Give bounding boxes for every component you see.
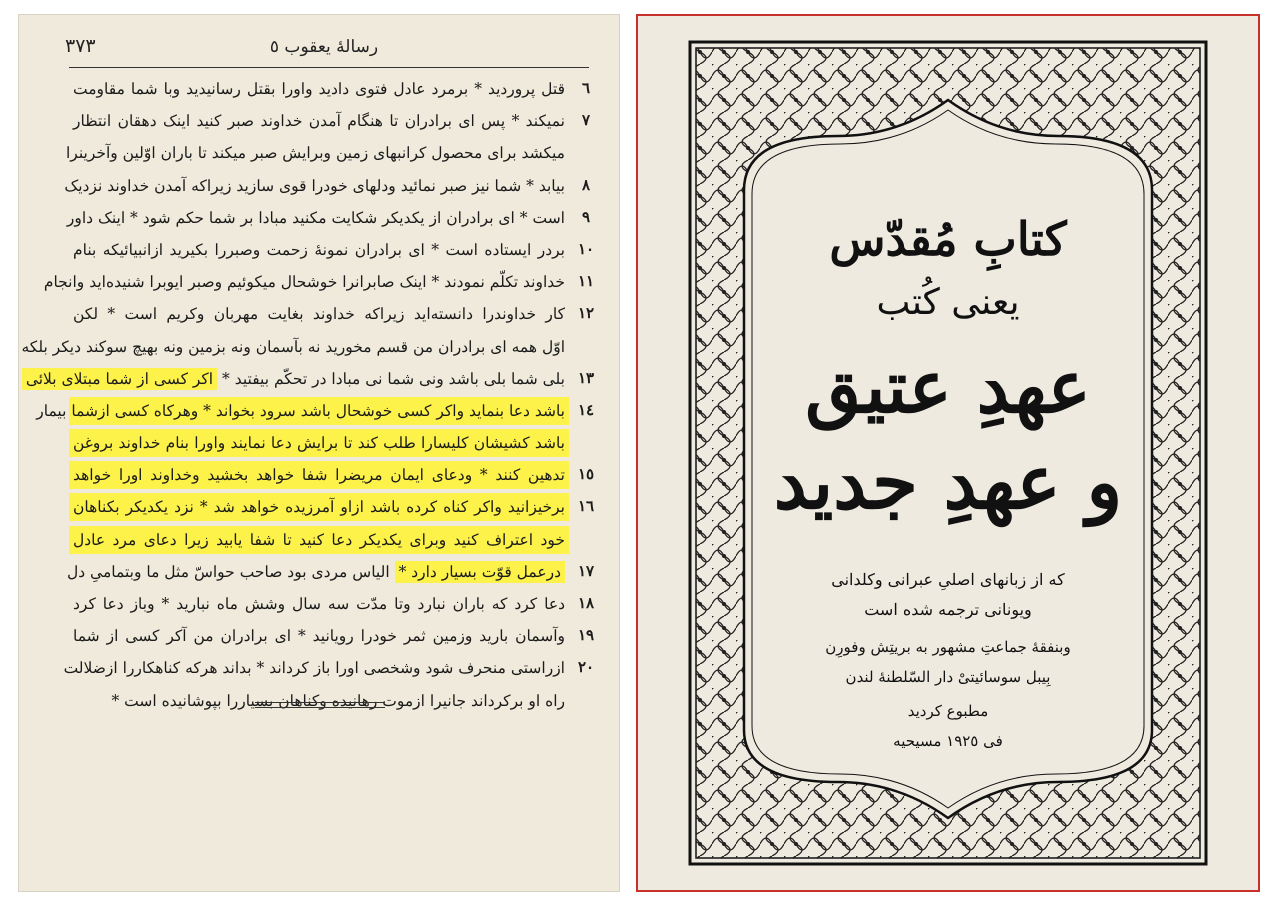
verse-text-line: اوّل همه ای برادران من قسم مخورید نه بآسمان ونه بزمین ونه بهیچ سوکند دیکر بلکه (21, 337, 565, 356)
verse-text-line (25, 365, 569, 393)
text-line (69, 298, 599, 330)
verse-text-line: بیابد * شما نیز صبر نمائید ودلهای خودرا قوی سازید زیراکه آمدن خداوند نزدیک (64, 176, 565, 195)
verse-number: ٩ (581, 207, 591, 226)
verse-text-line: کار خداوندرا دانسته‌اید زیراکه خداوند بغایت مهربان وکریم است * لکن (73, 305, 565, 324)
verse-text-line: دعا کرد که باران نبارد وتا مدّت سه سال وشش ماه نبارید * وباز دعا کرد (73, 595, 565, 613)
verse-number: ١٣ (577, 368, 595, 387)
verse-text-line: نمیکند * پس ای برادران تا هنگام آمدن خداوند صبر کنید اینک دهقان انتظار (73, 112, 565, 131)
text-line (21, 331, 599, 363)
end-rule (255, 707, 385, 708)
verse-text-line: است * ای برادران از یکدیکر شکایت مکنید مبادا بر شما حکم شود * اینک داور (66, 208, 565, 227)
verse-number: ١٧ (577, 561, 595, 580)
header-rule (69, 67, 589, 68)
verse-number: ٦ (581, 79, 591, 97)
verse-text-line: قتل پروردید * برمرد عادل فتوی دادید واورا بقتل رسانیدید وبا شما مقاومت (73, 80, 565, 98)
verse-number: ١٩ (577, 626, 595, 645)
verse-text-line: خود اعتراف کنید وبرای یکدیکر دعا کنید تا شفا یابید زیرا دعای مرد عادل (69, 526, 569, 554)
verse-number: ١٤ (577, 400, 595, 419)
page-number: ٣٧٣ (65, 35, 96, 57)
verse-text-line: راه او برکرداند جانیرا ازموت رهانیده وکناهان بسیاررا بپوشانیده است * (111, 691, 565, 710)
publisher-line-cont: بِیبل سوسائیتیْ دار السّلطنهٔ لندن (845, 668, 1051, 686)
verse-number: ١٥ (577, 465, 595, 484)
text-line (69, 524, 599, 556)
verse-text-line: برخیزانید واکر کناه کرده باشد ازاو آمرزیده خواهد شد * نزد یکدیکر بکناهان (69, 493, 569, 521)
verse-text-line: باشد کشیشان کلیسارا طلب کند تا برایش دعا نمایند واورا بنام خداوند بروغن (69, 429, 569, 457)
text-line (63, 652, 599, 684)
text-line (66, 556, 599, 588)
verse-number: ٨ (581, 175, 591, 194)
verse-text (21, 73, 599, 717)
verse-number: ١٢ (577, 304, 595, 323)
verse-number: ١١ (577, 272, 595, 291)
verse-number: ٢٠ (577, 658, 595, 677)
title-line-holy-book: کتابِ مُقدّس (829, 212, 1067, 266)
highlighted-text: اکر کسی از شما مبتلای بلائی (22, 368, 217, 390)
highlighted-text: درعمل قوّت بسیار دارد * (395, 561, 565, 583)
text-line (25, 363, 599, 395)
verse-text-line: ازراستی منحرف شود وشخصی اورا باز کرداند * بداند هرکه کناهکاررا ازضلالت (63, 659, 565, 678)
verse-text-line: وآسمان بارید وزمین ثمر خودرا رویانید * ای برادران من آکر کسی از شما (73, 627, 565, 646)
title-new-testament: و عهدِ جدید (773, 440, 1123, 526)
left-page (18, 14, 620, 892)
text-line (69, 73, 599, 105)
publisher-line: وبنفقهٔ جماعتِ مشهور به بریتِش وفورِن (825, 638, 1071, 656)
text-line (69, 427, 599, 459)
verse-number: ٧ (581, 111, 591, 130)
text-line (69, 234, 599, 266)
text-line (69, 620, 599, 652)
title-old-testament: عهدِ عتیق (805, 344, 1091, 429)
text-line (65, 137, 599, 169)
printed-line: مطبوع کردید (907, 702, 989, 720)
verse-number: ١٨ (577, 594, 595, 612)
end-rule (255, 702, 385, 703)
text-line (69, 588, 599, 620)
verse-number: ١٦ (577, 497, 595, 516)
text-line (69, 685, 599, 717)
text-line (69, 459, 599, 491)
title-line-meaning: یعنی کُتب (876, 282, 1020, 323)
header-title: رسالهٔ یعقوب ٥ (269, 37, 379, 57)
verse-text-line: میکشد برای محصول کرانبهای زمین وبرایش صبر میکند تا باران اوّلین وآخرینرا (65, 144, 565, 163)
text-line (43, 266, 599, 298)
subtitle-translation-cont: ویونانی ترجمه شده است (864, 600, 1032, 619)
title-page (636, 14, 1260, 892)
verse-number: ١٠ (577, 239, 595, 258)
text-line (69, 491, 599, 523)
verse-text-line: باشد دعا بنماید واکر کسی خوشحال باشد سرود بخواند * وهرکاه کسی ازشما بیمار (69, 397, 569, 425)
page-header (59, 33, 589, 63)
subtitle-translation: که از زبانهای اصلیِ عبرانی وکلدانی (831, 570, 1065, 589)
text-line (69, 105, 599, 137)
verse-text-plain: الیاس مردی بود صاحب حواسّ مثل ما وبتمامیِ دل (66, 562, 390, 581)
verse-text-line: خداوند تکلّم نمودند * اینک صابرانرا خوشحال میکوئیم وصبر ایوبرا شنیده‌اید وانجام (43, 273, 565, 292)
print-year: فی ١٩٢٥ مسیحیه (893, 732, 1003, 750)
text-line (66, 202, 599, 234)
text-line (64, 170, 599, 202)
verse-text-plain: بلی شما بلی باشد ونی شما نی مبادا در تحکّم بیفتید * (222, 369, 565, 388)
text-line (36, 395, 599, 427)
verse-text-line (66, 558, 569, 586)
verse-text-line: بردر ایستاده است * ای برادران نمونهٔ زحمت وصبررا بکیرید ازانبیائیکه بنام (73, 240, 565, 259)
verse-text-line: تدهین کنند * ودعای ایمان مریضرا شفا خواهد بخشید وخداوند اورا خواهد (69, 461, 569, 489)
